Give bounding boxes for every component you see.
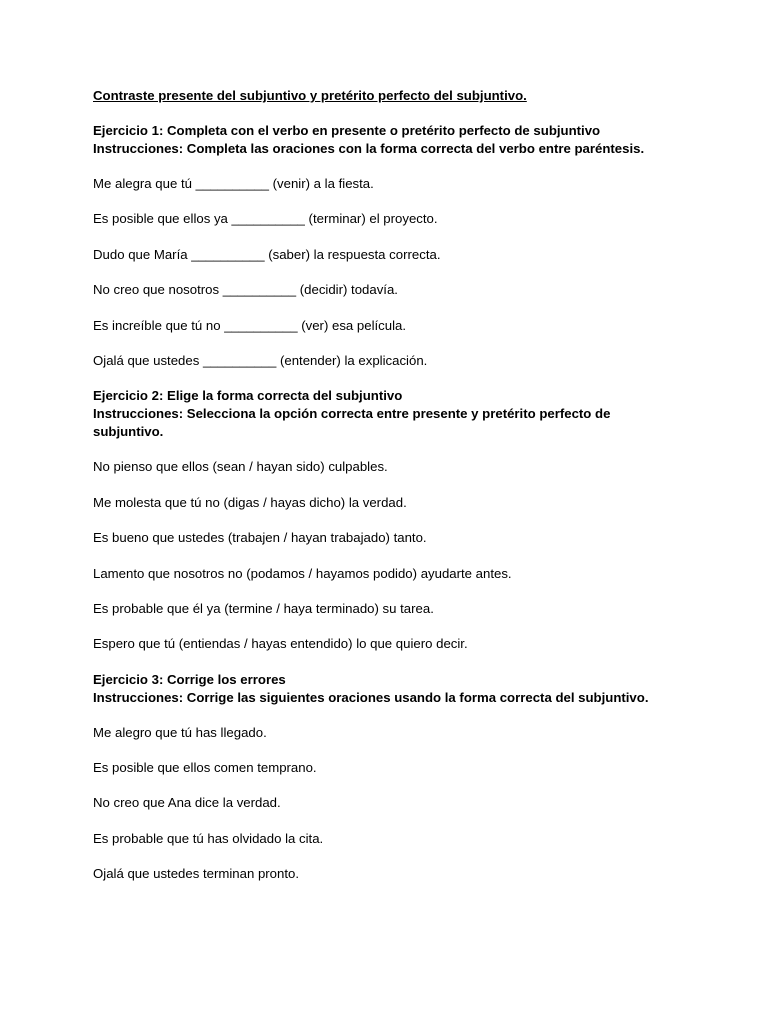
- exercise-header: [93, 671, 668, 707]
- exercise-item: Dudo que María __________ (saber) la respuesta correcta.: [93, 246, 441, 262]
- exercise-heading: Ejercicio 1: Completa con el verbo en presente o pretérito perfecto de subjuntivo: [93, 123, 601, 138]
- exercise-item: No pienso que ellos (sean / hayan sido) culpables.: [93, 459, 388, 475]
- exercise-item: Me alegro que tú has llegado.: [93, 724, 267, 740]
- exercise-item: No creo que nosotros __________ (decidir) todavía.: [93, 282, 398, 298]
- exercise-item: Es posible que ellos ya __________ (terminar) el proyecto.: [93, 211, 438, 227]
- exercise-item: Es probable que él ya (termine / haya terminado) su tarea.: [93, 600, 434, 616]
- exercise-item: Espero que tú (entiendas / hayas entendido) lo que quiero decir.: [93, 636, 468, 652]
- exercise-instructions: Instrucciones: Selecciona la opción correcta entre presente y pretérito perfecto de subjuntivo.: [93, 406, 611, 440]
- exercise-instructions: Instrucciones: Completa las oraciones con la forma correcta del verbo entre paréntesis.: [93, 141, 645, 156]
- exercise-2: [93, 387, 668, 653]
- exercise-instructions: Instrucciones: Corrige las siguientes oraciones usando la forma correcta del subjuntivo.: [93, 689, 649, 705]
- exercise-item: Me alegra que tú __________ (venir) a la fiesta.: [93, 176, 374, 191]
- exercise-item: Es increíble que tú no __________ (ver) esa película.: [93, 317, 407, 333]
- exercise-item: Ojalá que ustedes __________ (entender) la explicación.: [93, 352, 428, 368]
- exercise-3: [93, 671, 668, 884]
- exercise-item: Es bueno que ustedes (trabajen / hayan trabajado) tanto.: [93, 530, 427, 546]
- exercise-heading: Ejercicio 2: Elige la forma correcta del subjuntivo: [93, 388, 403, 404]
- exercise-header: [93, 122, 668, 158]
- exercise-header: [93, 387, 668, 441]
- exercise-item: Ojalá que ustedes terminan pronto.: [93, 866, 299, 882]
- exercise-item: Es posible que ellos comen temprano.: [93, 760, 317, 776]
- exercise-item: No creo que Ana dice la verdad.: [93, 795, 281, 811]
- document-title: Contraste presente del subjuntivo y pretérito perfecto del subjuntivo.: [93, 88, 527, 103]
- exercise-item: Me molesta que tú no (digas / hayas dicho) la verdad.: [93, 494, 407, 510]
- exercise-item: Lamento que nosotros no (podamos / hayamos podido) ayudarte antes.: [93, 565, 512, 581]
- exercise-1: [93, 122, 668, 370]
- exercise-heading: Ejercicio 3: Corrige los errores: [93, 671, 286, 687]
- exercise-item: Es probable que tú has olvidado la cita.: [93, 830, 324, 846]
